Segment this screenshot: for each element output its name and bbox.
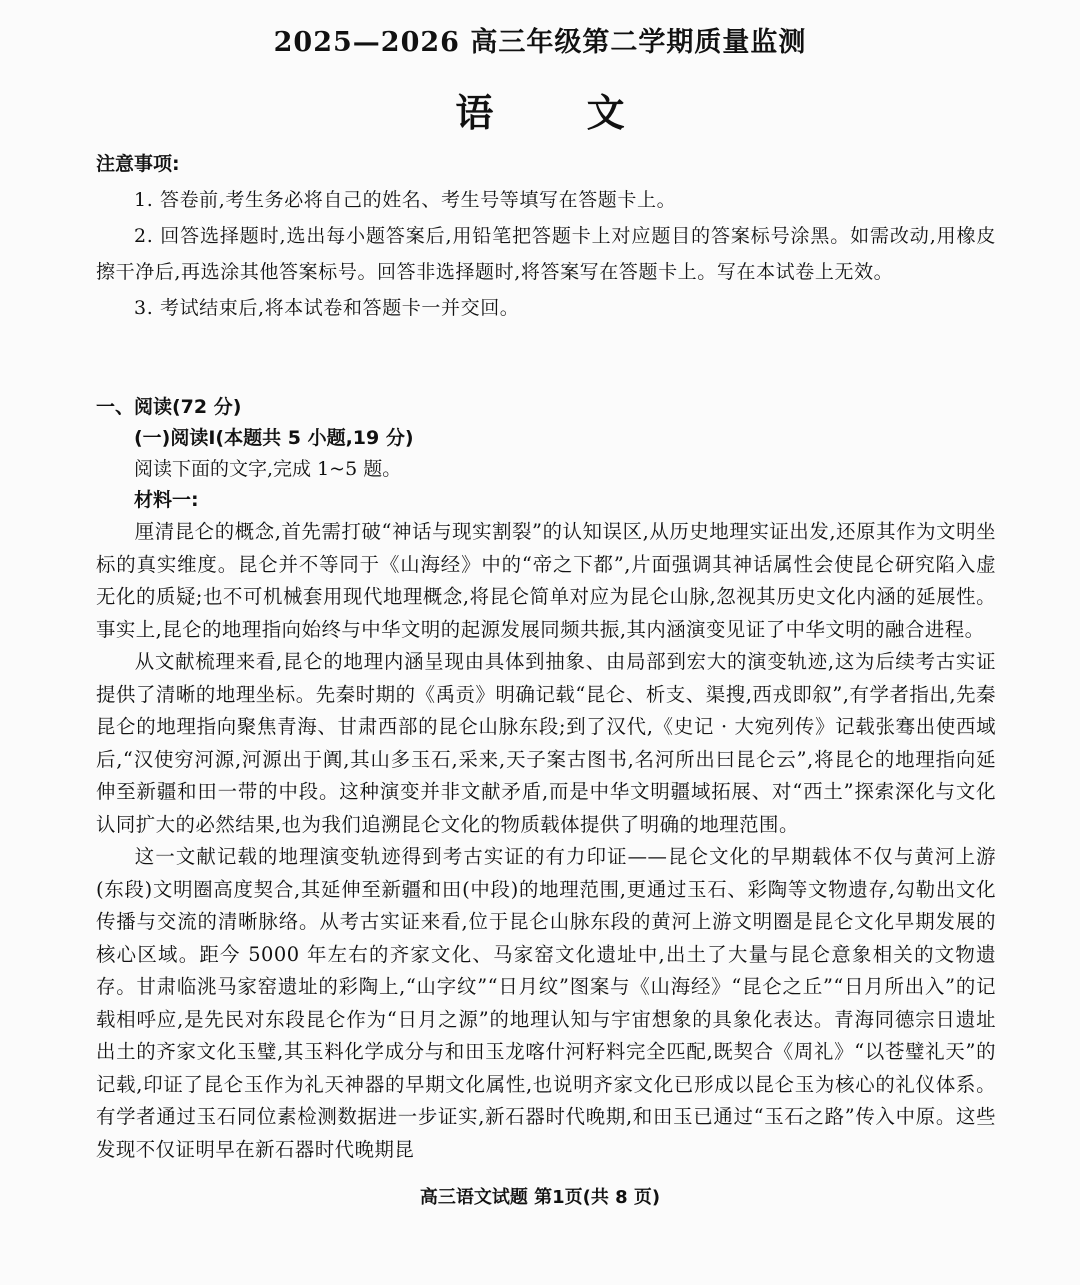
subject-title: 语 文 (455, 90, 665, 135)
page-footer: 高三语文试题 第1页(共 8 页) (419, 1187, 661, 1208)
material-paragraph-1: 厘清昆仑的概念,首先需打破“神话与现实割裂”的认知误区,从历史地理实证出发,还原其作为文明坐标的真实维度。昆仑并不等同于《山海经》中的“帝之下都”,片面强调其神话属性会使昆仑研究陷入虚无化的质疑;也不可机械套用现代地理概念,将昆仑简单对应为昆仑山脉,忽视其历史文化内涵的延展性。事实上,昆仑的地理指向始终与中华文明的起源发展同频共振,其内涵演变见证了中华文明的融合进程。 (96, 520, 996, 641)
material-paragraph-2: 从文献梳理来看,昆仑的地理内涵呈现由具体到抽象、由局部到宏大的演变轨迹,这为后续考古实证提供了清晰的地理坐标。先秦时期的《禹贡》明确记载“昆仑、析支、渠搜,西戎即叙”,有学者指出,先秦昆仑的地理指向聚焦青海、甘肃西部的昆仑山脉东段;到了汉代,《史记 · 大宛列传》记载张骞出使西域后,“汉使穷河源,河源出于阗,其山多玉石,采来,天子案古图书,名河所出曰昆仑云”,将昆仑的地理指向延伸至新疆和田一带的中段。这种演变并非文献矛盾,而是中华文明疆域拓展、对“西土”探索深化与文化认同扩大的必然结果,也为我们追溯昆仑文化的物质载体提供了明确的地理范围。 (96, 650, 996, 836)
reading-section (96, 392, 996, 1166)
notice-item-2: 2. 回答选择题时,选出每小题答案后,用铅笔把答题卡上对应题目的答案标号涂黑。如需改动,用橡皮擦干净后,再选涂其他答案标号。回答非选择题时,将答案写在答题卡上。写在本试卷上无效。 (96, 225, 996, 283)
exam-title: 2025—2026 高三年级第二学期质量监测 (273, 27, 807, 58)
reading-instruction: 阅读下面的文字,完成 1~5 题。 (134, 458, 402, 480)
notice-heading: 注意事项: (96, 153, 180, 175)
notice-item-3: 3. 考试结束后,将本试卷和答题卡一并交回。 (134, 297, 520, 319)
section-title: 一、阅读(72 分) (96, 396, 242, 418)
notice-block (96, 146, 996, 326)
material-label: 材料一: (134, 489, 199, 511)
section-subtitle: (一)阅读Ⅰ(本题共 5 小题,19 分) (134, 427, 414, 449)
notice-item-1: 1. 答卷前,考生务必将自己的姓名、考生号等填写在答题卡上。 (134, 189, 677, 211)
material-paragraph-3: 这一文献记载的地理演变轨迹得到考古实证的有力印证——昆仑文化的早期载体不仅与黄河上游(东段)文明圈高度契合,其延伸至新疆和田(中段)的地理范围,更通过玉石、彩陶等文物遗存,勾勒出文化传播与交流的清晰脉络。从考古实证来看,位于昆仑山脉东段的黄河上游文明圈是昆仑文化早期发展的核心区域。距今 5000 年左右的齐家文化、马家窑文化遗址中,出土了大量与昆仑意象相关的文物遗存。甘肃临洮马家窑遗址的彩陶上,“山字纹”“日月纹”图案与《山海经》“昆仑之丘”“日月所出入”的记载相呼应,是先民对东段昆仑作为“日月之源”的地理认知与宇宙想象的具象化表达。青海同德宗日遗址出土的齐家文化玉璧,其玉料化学成分与和田玉龙喀什河籽料完全匹配,既契合《周礼》“以苍璧礼天”的记载,印证了昆仑玉作为礼天神器的早期文化属性,也说明齐家文化已形成以昆仑玉为核心的礼仪体系。有学者通过玉石同位素检测数据进一步证实,新石器时代晚期,和田玉已通过“玉石之路”传入中原。这些发现不仅证明早在新石器时代晚期昆 (96, 845, 996, 1161)
